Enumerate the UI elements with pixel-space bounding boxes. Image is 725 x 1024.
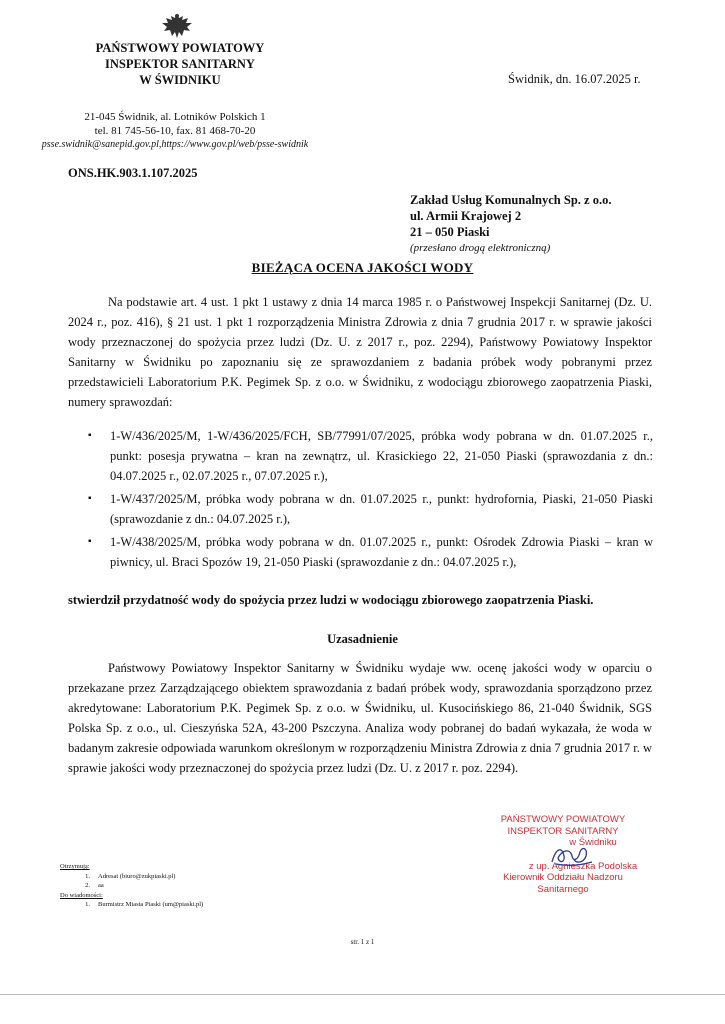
distribution-list	[60, 862, 203, 910]
institution-line: PAŃSTWOWY POWIATOWY	[95, 41, 265, 55]
item-text: aa	[98, 882, 104, 889]
address-line: 21-045 Świdnik, al. Lotników Polskich 1	[84, 111, 266, 123]
recipients-label: Otrzymują:	[60, 863, 90, 870]
item-text: Burmistrz Miasta Piaski (um@piaski.pl)	[98, 901, 204, 908]
recipient-block	[410, 192, 611, 256]
stamp-line: PAŃSTWOWY POWIATOWY	[500, 814, 626, 825]
stamp-line: w Świdniku	[569, 837, 617, 848]
document-date: Świdnik, dn. 16.07.2025 r.	[508, 72, 641, 86]
page-number: str. 1 z 1	[350, 938, 375, 946]
recipient-city: 21 – 050 Piaski	[410, 225, 490, 239]
phone-line: tel. 81 745-56-10, fax. 81 468-70-20	[94, 125, 256, 137]
info-label: Do wiadomości:	[60, 891, 103, 899]
delivery-note: (przesłano drogą elektroniczną)	[410, 242, 551, 254]
item-number: 1.	[85, 901, 90, 908]
eagle-emblem-icon	[160, 12, 194, 40]
stamp-position: Kierownik Oddziału Nadzoru Sanitarnego	[503, 872, 623, 895]
list-item	[60, 900, 203, 910]
institution-address	[40, 110, 310, 152]
scan-edge-divider	[0, 994, 725, 995]
list-item	[60, 881, 203, 891]
justification-heading: Uzasadnienie	[327, 632, 398, 646]
recipient-street: ul. Armii Krajowej 2	[410, 209, 522, 223]
item-number: 2.	[85, 882, 90, 889]
institution-line: INSPEKTOR SANITARNY	[105, 57, 255, 71]
report-list	[88, 426, 653, 575]
list-item: ▪ 1-W/437/2025/M, próbka wody pobrana w dn. 01.07.2025 r., punkt: hydrofornia, Piaski, 21-050 Piaski (sprawozdanie z dn.: 04.07.2025 r.),	[88, 489, 653, 529]
contact-line: psse.swidnik@sanepid.gov.pl,https://www.gov.pl/web/psse-swidnik	[41, 139, 309, 150]
handwritten-signature	[548, 842, 594, 868]
recipient-name: Zakład Usług Komunalnych Sp. z o.o.	[410, 193, 612, 207]
case-signature: ONS.HK.903.1.107.2025	[68, 166, 198, 180]
list-item: ▪ 1-W/436/2025/M, 1-W/436/2025/FCH, SB/77991/07/2025, próbka wody pobrana w dn. 01.07.2025 r., punkt: posesja prywatna – kran na zewnątrz, ul. Krasickiego 22, 21-050 Piaski (sprawozdania z dn.: 04.07.2025 r., 02.07.2025 r., 07.07.2025 r.),	[88, 426, 653, 486]
list-item	[60, 872, 203, 882]
justification-paragraph: Państwowy Powiatowy Inspektor Sanitarny w Świdniku wydaje ww. ocenę jakości wody w oparciu o przekazane przez Zarządzającego obiektem sprawozdania z badań próbek wody, sprawozdania sporządzono przez akredytowane: Laboratorium P.K. Pegimek Sp. z o.o. w Świdniku, ul. Kusocińskiego 86, 21-040 Świdnik, SGS Polska Sp. z o.o., ul. Cieszyńska 52A, 43-200 Pszczyna. Analiza wody pobranej do badań wykazała, że woda w badanym zakresie odpowiada warunkom określonym w rozporządzeniu Ministra Zdrowia z dnia 7 grudnia 2017 r. w sprawie jakości wody przeznaczonej do spożycia przez ludzi (Dz. U. z 2017 r. poz. 2294).	[68, 661, 652, 775]
stamp-line: INSPEKTOR SANITARNY	[507, 825, 619, 837]
intro-paragraph: Na podstawie art. 4 ust. 1 pkt 1 ustawy z dnia 14 marca 1985 r. o Państwowej Inspekcji Sanitarnej (Dz. U. 2024 r., poz. 416), § 21 ust. 1 pkt 1 rozporządzenia Ministra Zdrowia z dnia 7 grudnia 2017 r. w sprawie jakości wody przeznaczonej do spożycia przez ludzi (Dz. U. z 2017 r., poz. 2294), Państwowy Powiatowy Inspektor Sanitarny w Świdniku po zapoznaniu się ze sprawozdaniem z badania próbek wody pobranymi przez przedstawicieli Laboratorium P.K. Pegimek Sp. z o.o. w Świdniku, z wodociągu zbiorowego zaopatrzenia Piaski, numery sprawozdań:	[68, 295, 652, 409]
institution-line: W ŚWIDNIKU	[139, 73, 221, 87]
institution-name	[80, 40, 280, 88]
list-item: ▪ 1-W/438/2025/M, próbka wody pobrana w dn. 01.07.2025 r., punkt: Ośrodek Zdrowia Piaski – kran w piwnicy, ul. Braci Spozów 19, 21-050 Piaski (sprawozdanie z dn.: 04.07.2025 r.),	[88, 532, 653, 572]
item-number: 1.	[85, 872, 90, 880]
document-title: BIEŻĄCA OCENA JAKOŚCI WODY	[251, 260, 474, 275]
conclusion-text: stwierdził przydatność wody do spożycia przez ludzi w wodociągu zbiorowego zaopatrzenia Piaski.	[68, 593, 594, 607]
stamp-signer: z up. Agnieszka Podolska	[528, 860, 638, 872]
item-text: Adresat (biuro@zukpiaski.pl)	[98, 872, 176, 880]
